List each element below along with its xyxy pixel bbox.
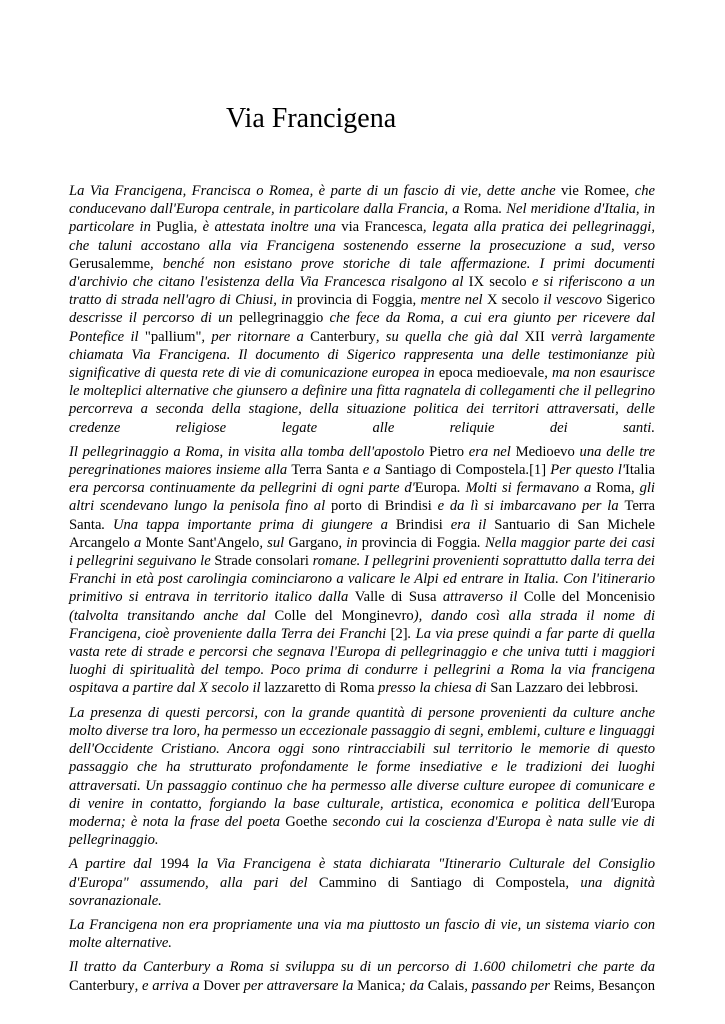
roman-text-run: vie Romee (561, 183, 626, 199)
roman-text-run: Calais (427, 977, 465, 994)
italic-text-run: (talvolta transitando anche dal (69, 607, 275, 624)
document-body (69, 182, 655, 1001)
roman-text-run: Medioevo (515, 443, 575, 460)
roman-text-run: Manica (357, 977, 401, 994)
roman-text-run: Santuario di San Michele Arcangelo (69, 516, 656, 551)
italic-text-run: la Via Francigena è stata dichiarata "Itinerario Culturale del Consiglio d'Europa" assumendo, alla pari del (69, 856, 655, 891)
roman-text-run: 1994 (159, 856, 189, 873)
roman-text-run: Brindisi (395, 516, 443, 533)
roman-text-run: Europa (612, 795, 655, 812)
italic-text-run: , è attestata inoltre una (193, 219, 342, 236)
italic-text-run: . Una tappa importante prima di giungere a (101, 516, 396, 533)
roman-text-run: epoca medioevale (438, 365, 545, 382)
roman-text-run: Strade consolari (214, 553, 309, 570)
roman-text-run: IX secolo (468, 274, 527, 291)
roman-text-run: Italia (625, 462, 655, 479)
roman-text-run: lazzaretto di Roma (264, 680, 375, 697)
italic-text-run: , una dignità sovranazionale. (69, 874, 655, 909)
italic-text-run: , gli altri scendevano lungo la penisola fino al (69, 480, 655, 515)
italic-text-run: , (590, 977, 599, 994)
italic-text-run: e si riferiscono a un tratto di strada nell'agro di Chiusi, in (69, 274, 655, 309)
italic-text-run: attraverso il (436, 589, 524, 606)
roman-text-run: Gerusalemme (69, 255, 151, 272)
roman-text-run: Terra Santa (291, 462, 359, 479)
roman-text-run: Gargano (288, 534, 339, 551)
roman-text-run: Santiago di Compostela (384, 462, 526, 479)
paragraph (69, 855, 655, 910)
roman-text-run: Terra Santa (69, 498, 656, 533)
roman-text-run: Valle di Susa (354, 589, 437, 606)
italic-text-run: A partire dal (69, 856, 160, 873)
italic-text-run: , e arriva a (134, 977, 204, 994)
italic-text-run: , passando per (464, 977, 554, 994)
italic-text-run: verrà largamente chiamata Via Francigena. Il documento di Sigerico rappresenta una delle testimonianze più significative di questa rete di vie di comunicazione europea in (69, 328, 656, 382)
italic-text-run: il vescovo (539, 292, 607, 309)
paragraph (69, 916, 655, 952)
paragraph (69, 443, 655, 698)
italic-text-run: era percorsa continuamente da pellegrini di ogni parte d' (69, 480, 415, 497)
italic-text-run: La Via Francigena, Francisca o Romea, è parte di un fascio di vie, dette anche (69, 183, 561, 199)
roman-text-run: Monte Sant'Angelo (145, 534, 260, 551)
italic-text-run: , benché non esistano prove storiche di tale affermazione. I primi documenti d'archivio che citano l'esistenza della Via Francesca risalgono al (69, 255, 655, 291)
roman-text-run: Canterbury (69, 977, 135, 994)
italic-text-run: a (129, 534, 146, 551)
roman-text-run: provincia di Foggia (296, 292, 413, 309)
roman-text-run: Goethe (285, 813, 328, 830)
italic-text-run: Il tratto da Canterbury a Roma si sviluppa su di un percorso di 1.600 chilometri che parte da (69, 959, 655, 976)
italic-text-run: , per ritornare a (201, 328, 311, 345)
roman-text-run: XII (524, 328, 545, 345)
roman-text-run: provincia di Foggia (361, 534, 478, 551)
italic-text-run: , sul (259, 534, 289, 551)
roman-text-run: Canterbury (310, 328, 376, 345)
italic-text-run: e a (358, 462, 385, 479)
italic-text-run: Il pellegrinaggio a Roma, in visita alla tomba dell'apostolo (69, 443, 430, 460)
italic-text-run: presso la chiesa di (374, 680, 491, 697)
roman-text-run: .[1] (525, 462, 551, 479)
italic-text-run: per attraversare la (239, 977, 358, 994)
roman-text-run: Roma (463, 201, 499, 218)
italic-text-run: , legata alla pratica dei pellegrinaggi, che taluni accostano alla via Francigena sostenendo esserne la prosecuzione a sud, verso (69, 219, 655, 254)
italic-text-run: era il (442, 516, 495, 533)
italic-text-run: . Molti si fermavano a (456, 480, 597, 497)
italic-text-run: era nel (464, 443, 516, 460)
roman-text-run: "pallium" (144, 328, 202, 345)
italic-text-run: ; da (400, 977, 428, 994)
roman-text-run: Cammino di Santiago di Compostela (318, 874, 566, 891)
italic-text-run: , in (338, 534, 362, 551)
italic-text-run: , su quella che già dal (375, 328, 525, 345)
roman-text-run: Reims (553, 977, 591, 994)
italic-text-run: moderna; è nota la frase del poeta (69, 813, 286, 830)
paragraph (69, 182, 655, 437)
italic-text-run: Per questo l' (550, 462, 625, 479)
roman-text-run: via Francesca (341, 219, 423, 236)
italic-text-run: romane. I pellegrini provenienti soprattutto dalla terra dei Franchi in età post carolingia cominciarono a valicare le Alpi ed entrare in Italia. Con l'itinerario primitivo si entrava in territorio italico dalla (69, 553, 655, 606)
italic-text-run: , ma non esaurisce le molteplici alternative che giunsero a definire una fitta ragnatela di collegamenti che il pellegrino percorreva a seconda della stagione, della situazione politica dei territori attraversati, delle credenze religiose legate alle reliquie dei santi. (69, 365, 655, 436)
italic-text-run: . Nella maggior parte dei casi i pellegrini seguivano le (69, 534, 655, 570)
roman-text-run: [2] (390, 625, 408, 642)
roman-text-run: Europa (414, 480, 457, 497)
italic-text-run: . La via prese quindi a far parte di quella vasta rete di strade e percorsi che segnava l'Europa di pellegrinaggio e che univa tutti i maggiori luoghi di spiritualità del tempo. Poco prima di condurre i pellegrini a Roma la via francigena ospitava a partire dal X secolo il (69, 625, 655, 697)
roman-text-run: Dover (203, 977, 240, 994)
roman-text-run: pellegrinaggio (239, 310, 324, 327)
roman-text-run: Colle del Moncenisio (523, 589, 655, 606)
roman-text-run: Puglia (156, 219, 194, 236)
italic-text-run: , che conducevano dall'Europa centrale, in particolare dalla Francia, a (69, 183, 655, 218)
roman-text-run: Colle del Monginevro (274, 607, 414, 624)
paragraph (69, 704, 655, 850)
italic-text-run: e da lì si imbarcavano per la (431, 498, 625, 515)
italic-text-run: . (634, 680, 639, 697)
paragraph (69, 958, 655, 994)
italic-text-run: . Nel meridione d'Italia, in particolare in (69, 201, 656, 236)
roman-text-run: San Lazzaro dei lebbrosi (490, 680, 635, 697)
page-title: Via Francigena (226, 103, 397, 134)
italic-text-run: secondo cui la coscienza d'Europa è nata sulle vie di pellegrinaggio. (69, 813, 655, 849)
italic-text-run: che fece da Roma, a cui era giunto per ricevere dal Pontefice il (69, 310, 656, 345)
italic-text-run: La presenza di questi percorsi, con la grande quantità di persone provenienti da culture anche molto diverse tra loro, ha permesso un eccezionale passaggio di segni, emblemi, culture e linguaggi dell'Occidente Cristiano. Ancora oggi sono rintracciabili sul territorio le memorie di questo passaggio che ha strutturato profondamente le forme insediative e le tradizioni dei luoghi attraversati. Un passaggio continuo che ha permesso alle diverse culture europee di comunicare e di venire in contatto, forgiando la base culturale, artistica, economica e politica dell' (69, 704, 655, 812)
italic-text-run: La Francigena non era propriamente una via ma piuttosto un fascio di vie, un sistema viario con molte alternative. (69, 916, 655, 952)
roman-text-run: Roma (596, 480, 632, 497)
roman-text-run: Pietro (429, 443, 465, 460)
italic-text-run: ), dando così alla strada il nome di Francigena, cioè proveniente dalla Terra dei Franchi (69, 607, 655, 642)
italic-text-run: descrisse il percorso di un (69, 310, 240, 327)
roman-text-run: Sigerico (606, 292, 655, 309)
roman-text-run: Besançon (598, 977, 655, 994)
italic-text-run: , mentre nel (412, 292, 487, 309)
roman-text-run: porto di Brindisi (330, 498, 432, 515)
italic-text-run: una delle tre peregrinationes maiores insieme alla (69, 443, 655, 479)
roman-text-run: X secolo (486, 292, 540, 309)
